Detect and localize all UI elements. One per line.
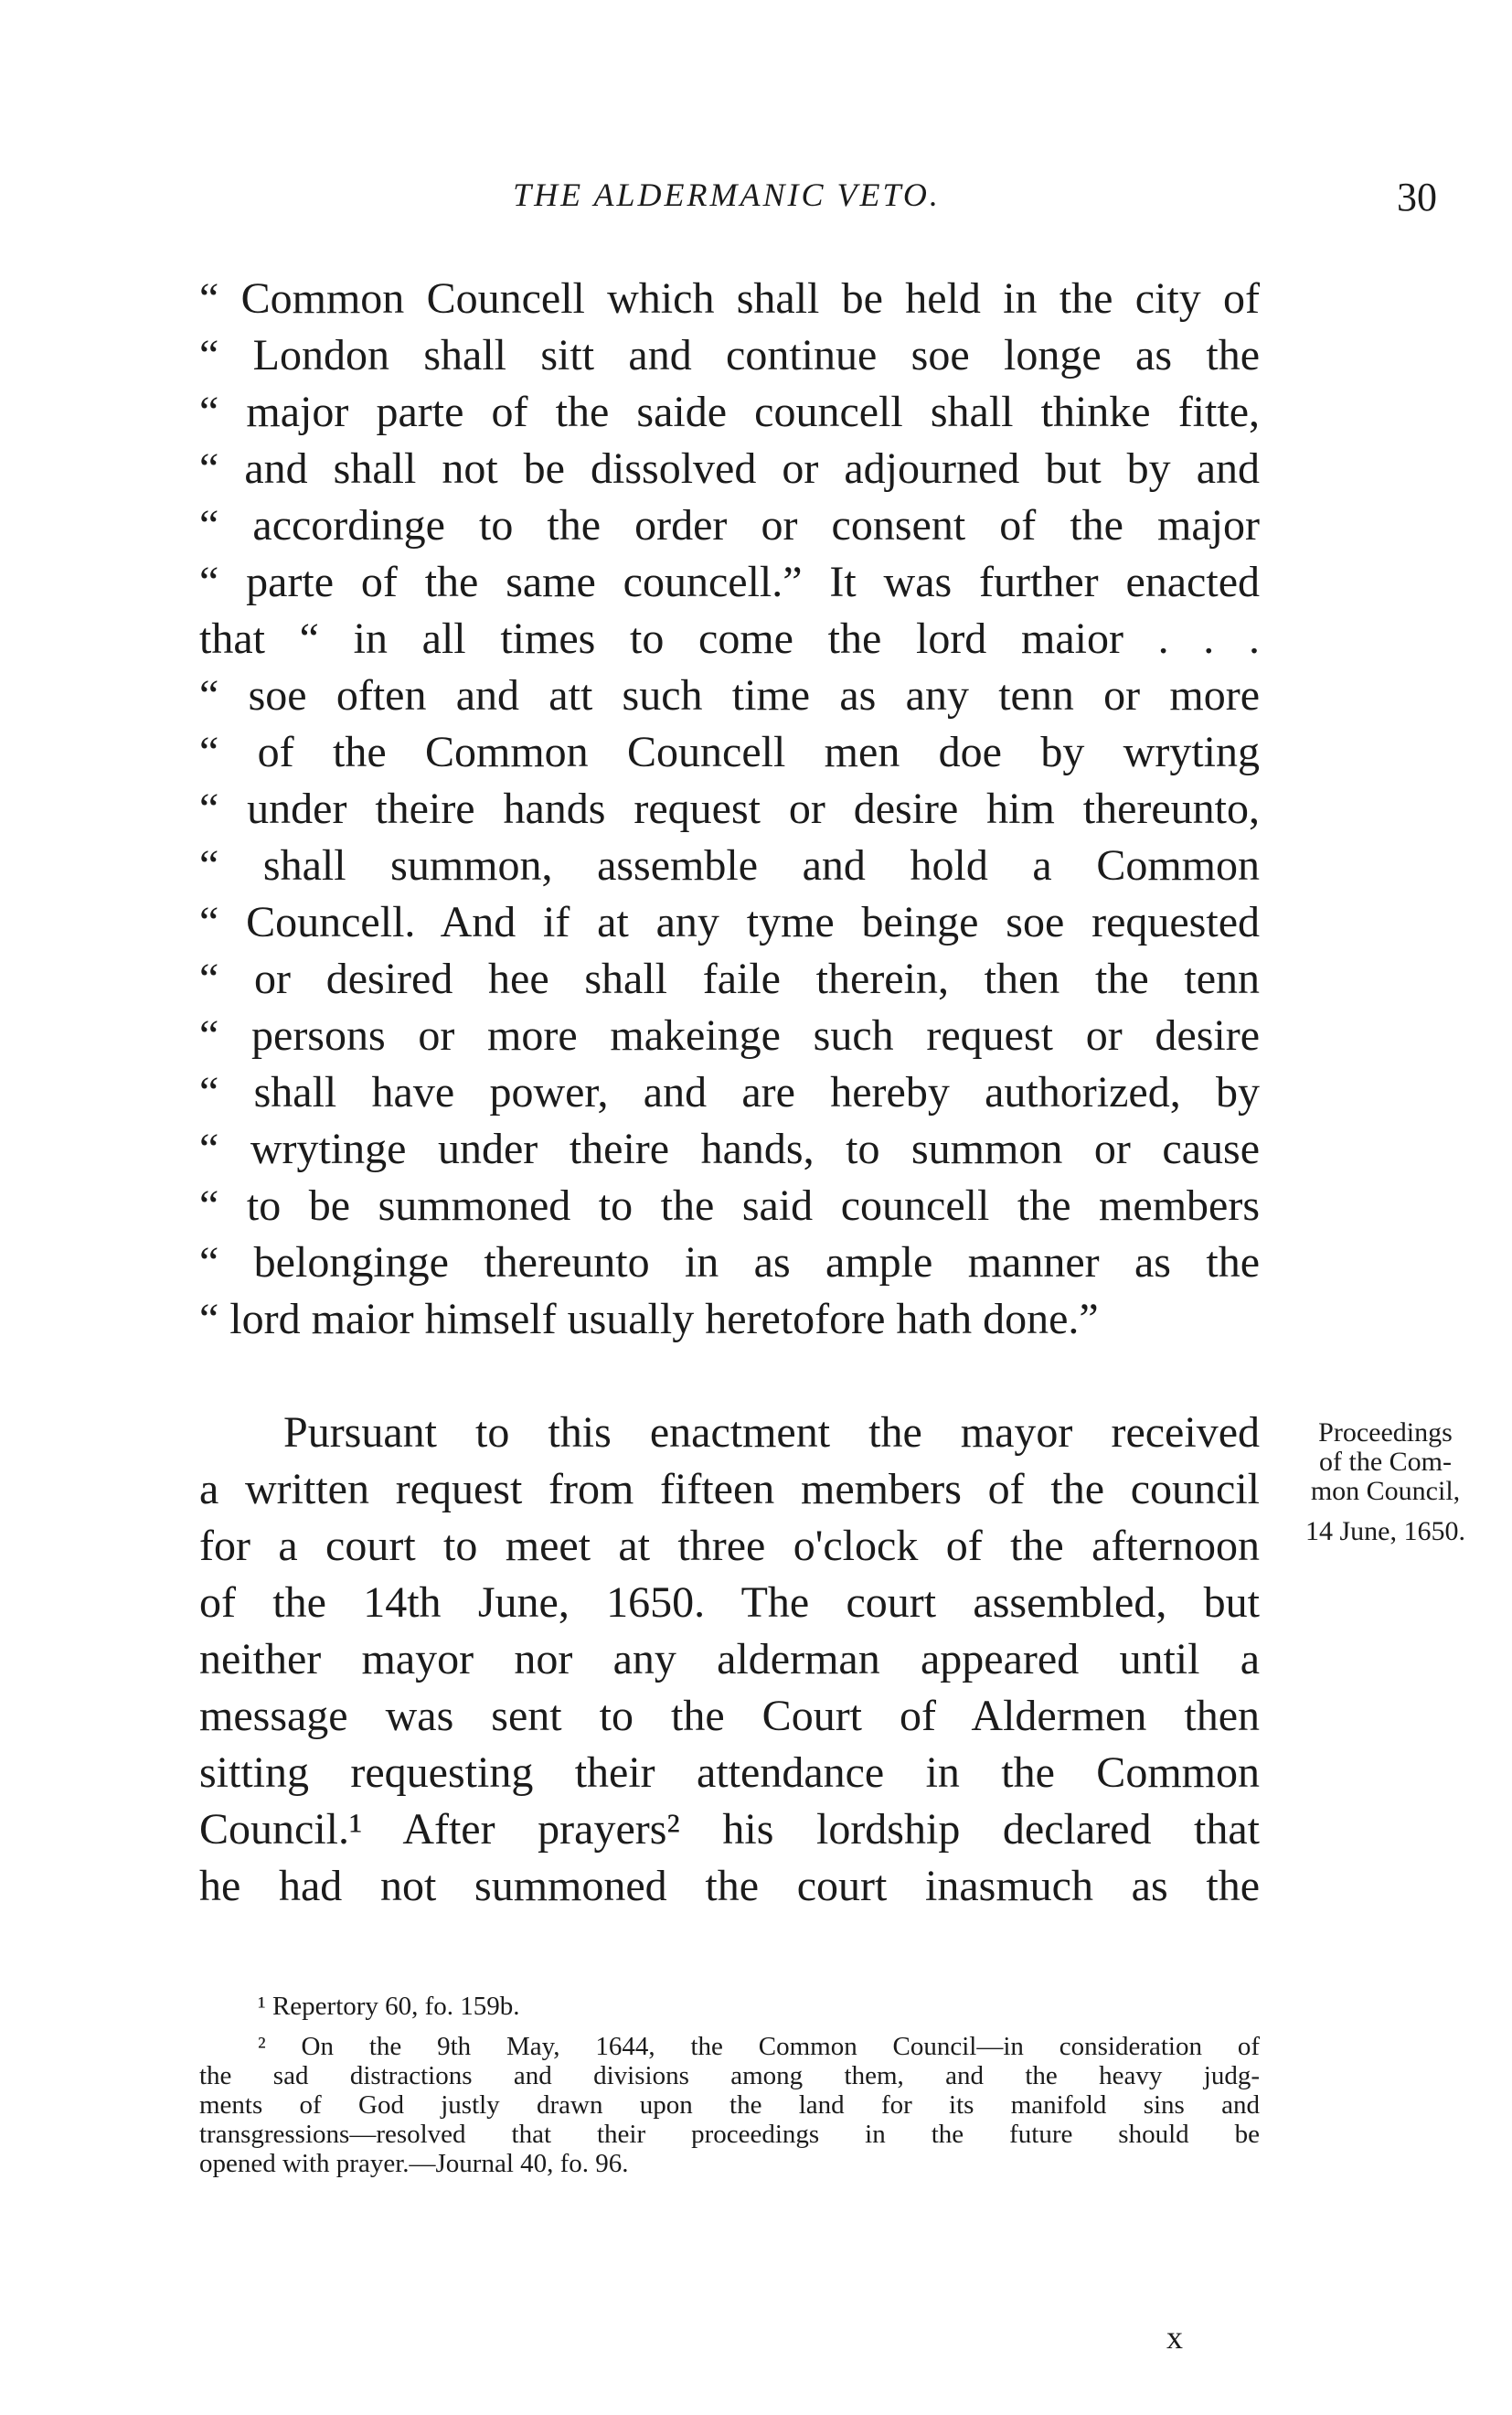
margin-note-line: mon Council, [1310,1476,1461,1506]
text-line: sitting requesting their attendance in the Common [199,1748,1260,1797]
text-line: he had not summoned the court inasmuch as the [199,1862,1260,1910]
footnote-line: ments of God justly drawn upon the land for its manifold sins and [199,2090,1260,2120]
text-line: “ shall have power, and are hereby authorized, by [199,1068,1260,1117]
text-line: “ major parte of the saide councell shall thinke fitte, [199,388,1260,436]
margin-note-line: of the Com- [1319,1447,1452,1477]
footnote-line: ¹ Repertory 60, fo. 159b. [258,1992,520,2021]
text-line: “ wrytinge under theire hands, to summon or cause [199,1125,1260,1173]
text-line: “ or desired hee shall faile therein, then the tenn [199,955,1260,1003]
text-line: “ persons or more makeinge such request or desire [199,1011,1260,1060]
text-line: “ Common Councell which shall be held in the city of [199,274,1260,323]
text-line: that “ in all times to come the lord maior . . . [199,614,1260,663]
text-line: “ shall summon, assemble and hold a Common [199,841,1260,890]
text-line: “ to be summoned to the said councell the members [199,1181,1260,1230]
page-number: 30 [1397,175,1437,219]
text-line: “ belonginge thereunto in as ample manner as the [199,1238,1260,1287]
text-line: a written request from fifteen members of the council [199,1465,1260,1513]
footnote-line: the sad distractions and divisions among them, and the heavy judg- [199,2061,1260,2090]
text-line: “ Councell. And if at any tyme beinge soe requested [199,898,1260,946]
page-header-title: THE ALDERMANIC VETO. [513,176,941,213]
footnote-line: ² On the 9th May, 1644, the Common Council—in consideration of [258,2032,1260,2061]
text-line: Council.¹ After prayers² his lordship declared that [199,1805,1260,1854]
text-line: “ parte of the same councell.” It was further enacted [199,558,1260,606]
signature-mark: x [1166,2319,1183,2356]
margin-note-line: Proceedings [1318,1417,1453,1448]
text-line: of the 14th June, 1650. The court assembled, but [199,1578,1260,1627]
text-line: “ London shall sitt and continue soe longe as the [199,331,1260,379]
footnote-line: opened with prayer.—Journal 40, fo. 96. [199,2149,629,2178]
text-line: for a court to meet at three o'clock of the afternoon [199,1522,1260,1570]
text-line: “ of the Common Councell men doe by wryting [199,728,1260,776]
text-line: “ under theire hands request or desire him thereunto, [199,785,1260,833]
text-line: message was sent to the Court of Aldermen then [199,1692,1260,1740]
footnote-line: transgressions—resolved that their proceedings in the future should be [199,2120,1260,2149]
margin-note-line: 14 June, 1650. [1305,1516,1465,1546]
text-line: Pursuant to this enactment the mayor received [283,1408,1260,1457]
text-line: “ soe often and att such time as any tenn or more [199,671,1260,720]
text-line: “ and shall not be dissolved or adjourned but by and [199,444,1260,493]
text-line: “ lord maior himself usually heretofore hath done.” [199,1295,1099,1343]
text-line: “ accordinge to the order or consent of the major [199,501,1260,550]
text-line: neither mayor nor any alderman appeared until a [199,1635,1260,1683]
